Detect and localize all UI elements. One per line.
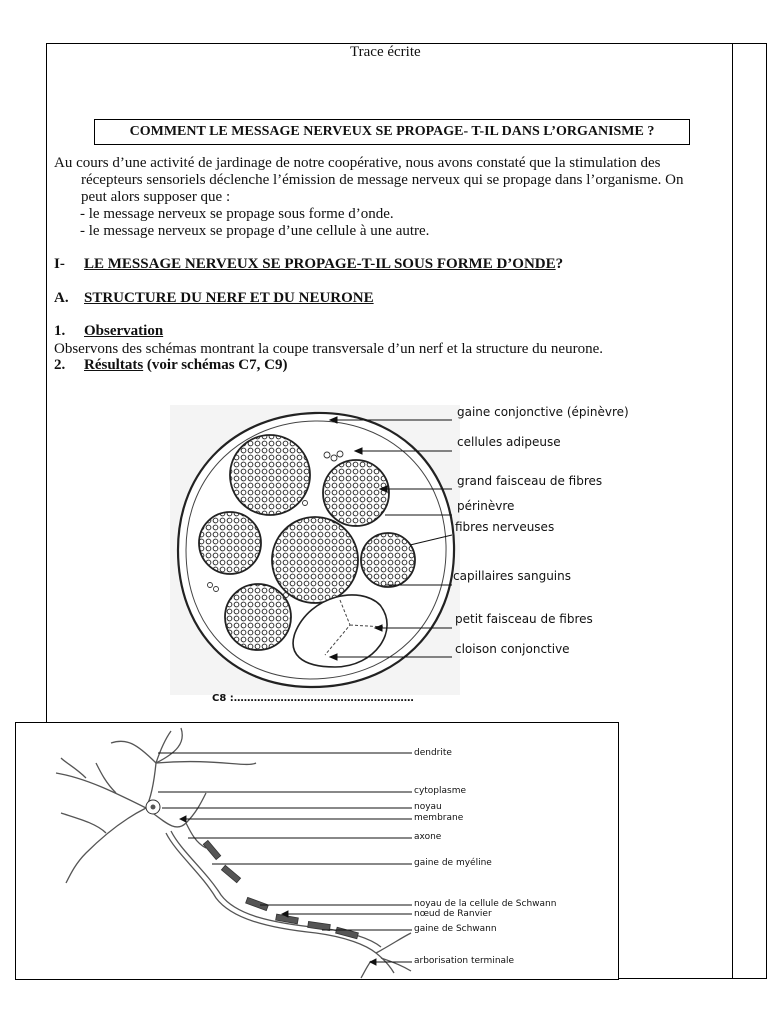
neuron-label-myeline: gaine de myéline [414,858,492,868]
section-1-suffix: ? [555,256,564,272]
neuron-label-dendrite: dendrite [414,748,452,758]
nerve-caption: C8 :……………………………………………… [212,693,414,704]
page-title: Trace écrite [350,44,421,60]
nerve-label-epinevre: gaine conjonctive (épinèvre) [457,405,629,419]
neuron-label-noyau-schwann: noyau de la cellule de Schwann [414,899,557,909]
section-1-title: LE MESSAGE NERVEUX SE PROPAGE-T-IL SOUS FORME D’ONDE [84,256,556,272]
nerve-label-cloison: cloison conjonctive [455,642,570,656]
neuron-label-membrane: membrane [414,813,464,823]
neuron-label-ranvier: nœud de Ranvier [414,909,492,919]
neuron-label-gaine-schwann: gaine de Schwann [414,924,497,934]
intro-line-3: peut alors supposer que : [81,189,231,205]
neuron-label-cytoplasme: cytoplasme [414,786,467,796]
neuron-label-arborisation: arborisation terminale [414,956,515,966]
obs-text: Observons des schémas montrant la coupe transversale d’un nerf et la structure du neurone. [54,341,603,357]
nerve-label-perinevre: périnèvre [457,499,515,513]
res-number: 2. [54,357,66,373]
nerve-label-fibres: fibres nerveuses [455,520,555,534]
obs-title: Observation [84,323,164,339]
section-1-number: I- [54,256,65,272]
neuron-label-noyau: noyau [414,802,442,812]
question-box: COMMENT LE MESSAGE NERVEUX SE PROPAGE- T-IL DANS L’ORGANISME ? [94,119,690,145]
hypothesis-2: - le message nerveux se propage d’une cellule à une autre. [80,223,430,239]
res-note: (voir schémas C7, C9) [143,357,288,373]
nerve-label-capillaires: capillaires sanguins [453,569,572,583]
nerve-label-grand-faisceau: grand faisceau de fibres [457,474,603,488]
intro-line-1: Au cours d’une activité de jardinage de notre coopérative, nous avons constaté que la stimulation des [54,155,661,171]
res-title: Résultats [84,357,144,373]
neuron-label-axone: axone [414,832,442,842]
section-a-title: STRUCTURE DU NERF ET DU NEURONE [84,290,374,306]
hypothesis-1: - le message nerveux se propage sous forme d’onde. [80,206,394,222]
obs-number: 1. [54,323,66,339]
intro-line-2: récepteurs sensoriels déclenche l’émission de message nerveux qui se propage dans l’organisme. On [81,172,684,188]
nerve-label-petit-faisceau: petit faisceau de fibres [455,612,593,626]
section-a-number: A. [54,290,69,306]
nerve-label-adipeuse: cellules adipeuse [457,435,561,449]
